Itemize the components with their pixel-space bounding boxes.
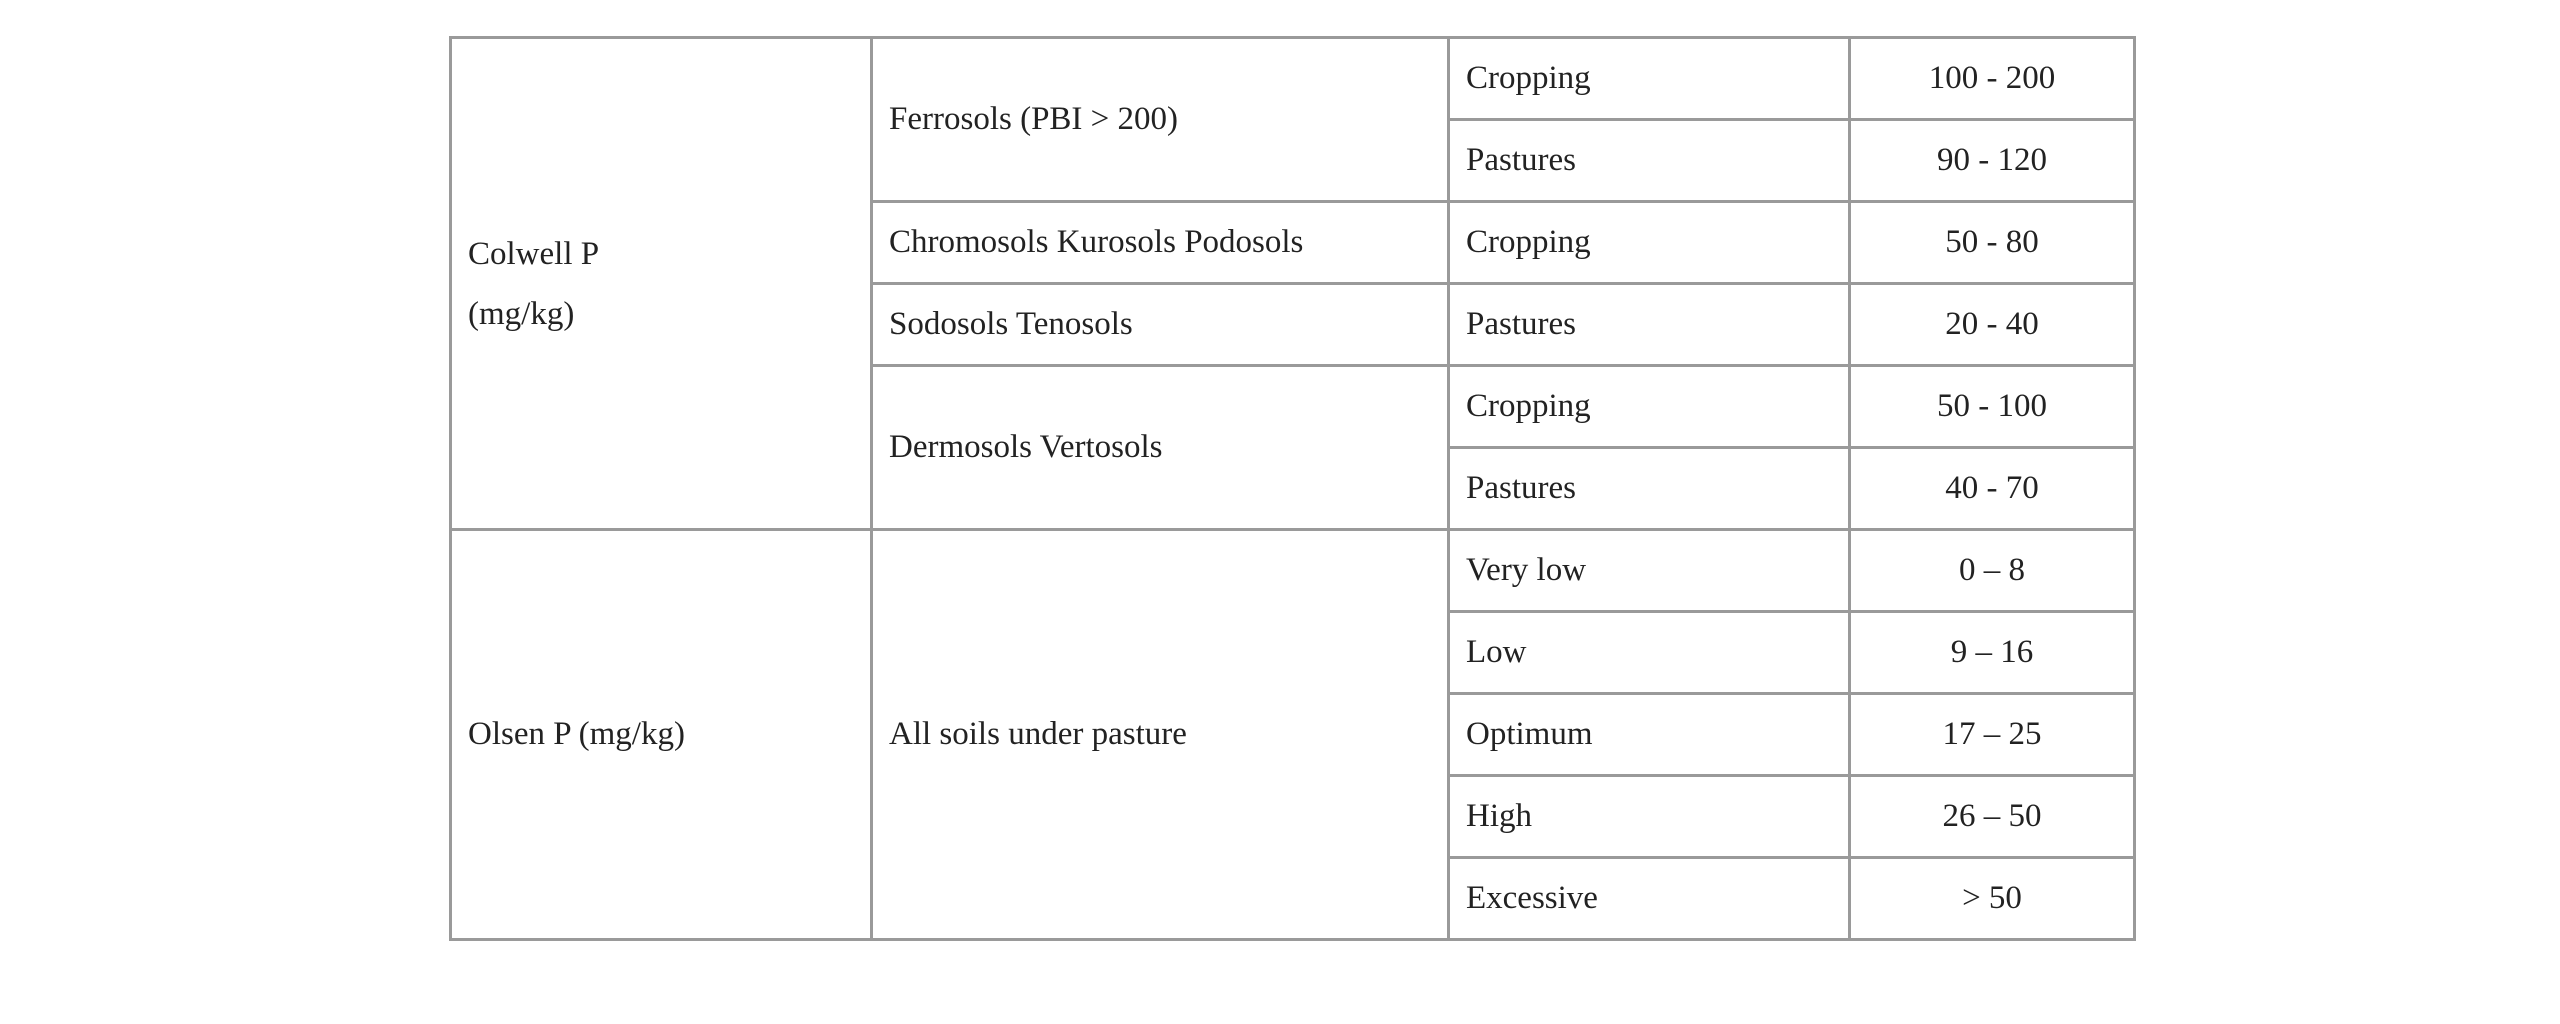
soil-type-cell: Sodosols Tenosols <box>872 284 1449 366</box>
value-cell: 0 – 8 <box>1850 530 2135 612</box>
value-cell: 40 - 70 <box>1850 448 2135 530</box>
value-cell: 26 – 50 <box>1850 776 2135 858</box>
land-use-cell: Cropping <box>1449 202 1850 284</box>
value-cell: 50 - 100 <box>1850 366 2135 448</box>
value-cell: 17 – 25 <box>1850 694 2135 776</box>
value-cell: 20 - 40 <box>1850 284 2135 366</box>
value-cell: 100 - 200 <box>1850 38 2135 120</box>
table-row <box>451 38 2135 120</box>
soil-type-cell: All soils under pasture <box>872 530 1449 940</box>
value-cell: 50 - 80 <box>1850 202 2135 284</box>
soil-type-cell: Chromosols Kurosols Podosols <box>872 202 1449 284</box>
colwell-label-line1: Colwell P <box>468 235 600 272</box>
colwell-label-line2: (mg/kg) <box>468 295 575 332</box>
phosphorus-levels-table <box>449 36 2136 941</box>
land-use-cell: Pastures <box>1449 284 1850 366</box>
colwell-p-label <box>451 38 872 530</box>
olsen-p-label: Olsen P (mg/kg) <box>451 530 872 940</box>
value-cell: 9 – 16 <box>1850 612 2135 694</box>
rating-cell: Low <box>1449 612 1850 694</box>
land-use-cell: Pastures <box>1449 120 1850 202</box>
land-use-cell: Pastures <box>1449 448 1850 530</box>
rating-cell: Excessive <box>1449 858 1850 940</box>
rating-cell: Optimum <box>1449 694 1850 776</box>
soil-type-cell: Ferrosols (PBI > 200) <box>872 38 1449 202</box>
rating-cell: Very low <box>1449 530 1850 612</box>
value-cell: 90 - 120 <box>1850 120 2135 202</box>
land-use-cell: Cropping <box>1449 38 1850 120</box>
table-row <box>451 530 2135 612</box>
rating-cell: High <box>1449 776 1850 858</box>
land-use-cell: Cropping <box>1449 366 1850 448</box>
value-cell: > 50 <box>1850 858 2135 940</box>
soil-type-cell: Dermosols Vertosols <box>872 366 1449 530</box>
